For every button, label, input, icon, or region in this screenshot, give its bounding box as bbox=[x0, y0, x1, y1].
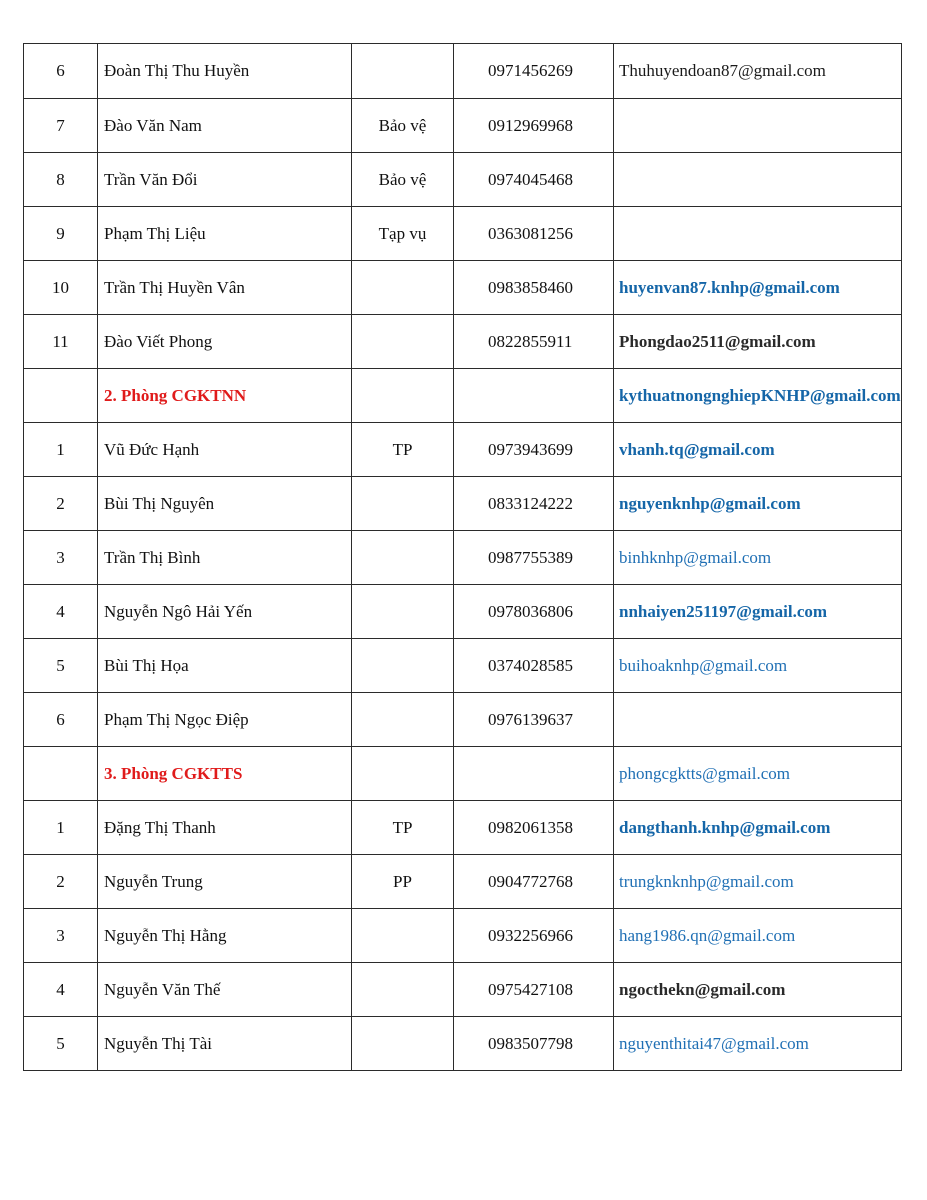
staff-name-cell: Phạm Thị Liệu bbox=[98, 207, 352, 261]
staff-name-cell: Trần Văn Đổi bbox=[98, 153, 352, 207]
table-row bbox=[24, 855, 902, 909]
row-number-cell: 3 bbox=[24, 909, 98, 963]
position-cell bbox=[352, 1017, 454, 1071]
staff-name-cell: Nguyễn Ngô Hải Yến bbox=[98, 585, 352, 639]
phone-cell: 0987755389 bbox=[454, 531, 614, 585]
email-cell[interactable]: buihoaknhp@gmail.com bbox=[614, 639, 902, 693]
position-cell bbox=[352, 747, 454, 801]
table-row bbox=[24, 99, 902, 153]
email-cell[interactable]: huyenvan87.knhp@gmail.com bbox=[614, 261, 902, 315]
phone-cell: 0833124222 bbox=[454, 477, 614, 531]
row-number-cell: 1 bbox=[24, 801, 98, 855]
phone-cell: 0932256966 bbox=[454, 909, 614, 963]
position-cell bbox=[352, 477, 454, 531]
email-cell[interactable]: nguyenknhp@gmail.com bbox=[614, 477, 902, 531]
staff-name-cell: Vũ Đức Hạnh bbox=[98, 423, 352, 477]
position-cell: Tạp vụ bbox=[352, 207, 454, 261]
position-cell: TP bbox=[352, 423, 454, 477]
table-row bbox=[24, 693, 902, 747]
table-row bbox=[24, 801, 902, 855]
table-row bbox=[24, 531, 902, 585]
row-number-cell: 1 bbox=[24, 423, 98, 477]
position-cell: Bảo vệ bbox=[352, 99, 454, 153]
email-cell[interactable]: Phongdao2511@gmail.com bbox=[614, 315, 902, 369]
phone-cell: 0983507798 bbox=[454, 1017, 614, 1071]
position-cell bbox=[352, 369, 454, 423]
phone-cell: 0973943699 bbox=[454, 423, 614, 477]
table-row bbox=[24, 585, 902, 639]
staff-name-cell: Nguyễn Thị Tài bbox=[98, 1017, 352, 1071]
table-row bbox=[24, 1017, 902, 1071]
row-number-cell: 9 bbox=[24, 207, 98, 261]
email-cell bbox=[614, 693, 902, 747]
row-number-cell: 6 bbox=[24, 693, 98, 747]
position-cell: TP bbox=[352, 801, 454, 855]
email-cell[interactable]: Thuhuyendoan87@gmail.com bbox=[614, 44, 902, 99]
row-number-cell: 10 bbox=[24, 261, 98, 315]
table-row bbox=[24, 477, 902, 531]
position-cell bbox=[352, 693, 454, 747]
staff-name-cell: Đào Viết Phong bbox=[98, 315, 352, 369]
email-cell[interactable]: ngocthekn@gmail.com bbox=[614, 963, 902, 1017]
staff-name-cell: Nguyễn Trung bbox=[98, 855, 352, 909]
staff-name-cell: Nguyễn Văn Thế bbox=[98, 963, 352, 1017]
phone-cell: 0912969968 bbox=[454, 99, 614, 153]
email-cell[interactable]: nguyenthitai47@gmail.com bbox=[614, 1017, 902, 1071]
email-cell bbox=[614, 207, 902, 261]
row-number-cell: 5 bbox=[24, 639, 98, 693]
phone-cell: 0983858460 bbox=[454, 261, 614, 315]
position-cell bbox=[352, 531, 454, 585]
row-number-cell: 6 bbox=[24, 44, 98, 99]
email-cell[interactable]: trungknknhp@gmail.com bbox=[614, 855, 902, 909]
row-number-cell bbox=[24, 369, 98, 423]
row-number-cell: 5 bbox=[24, 1017, 98, 1071]
staff-name-cell: Trần Thị Huyền Vân bbox=[98, 261, 352, 315]
phone-cell: 0374028585 bbox=[454, 639, 614, 693]
email-cell bbox=[614, 153, 902, 207]
position-cell bbox=[352, 639, 454, 693]
phone-cell: 0975427108 bbox=[454, 963, 614, 1017]
phone-cell: 0822855911 bbox=[454, 315, 614, 369]
email-cell bbox=[614, 99, 902, 153]
table-row bbox=[24, 315, 902, 369]
section-title-cell: 2. Phòng CGKTNN bbox=[98, 369, 352, 423]
position-cell bbox=[352, 963, 454, 1017]
section-header-row bbox=[24, 747, 902, 801]
row-number-cell: 11 bbox=[24, 315, 98, 369]
staff-name-cell: Bùi Thị Nguyên bbox=[98, 477, 352, 531]
row-number-cell bbox=[24, 747, 98, 801]
table-row bbox=[24, 639, 902, 693]
table-row bbox=[24, 207, 902, 261]
email-cell[interactable]: dangthanh.knhp@gmail.com bbox=[614, 801, 902, 855]
email-cell[interactable]: nnhaiyen251197@gmail.com bbox=[614, 585, 902, 639]
email-cell[interactable]: vhanh.tq@gmail.com bbox=[614, 423, 902, 477]
phone-cell: 0971456269 bbox=[454, 44, 614, 99]
staff-name-cell: Đào Văn Nam bbox=[98, 99, 352, 153]
email-cell[interactable]: hang1986.qn@gmail.com bbox=[614, 909, 902, 963]
position-cell bbox=[352, 44, 454, 99]
phone-cell bbox=[454, 369, 614, 423]
position-cell: Bảo vệ bbox=[352, 153, 454, 207]
phone-cell: 0976139637 bbox=[454, 693, 614, 747]
row-number-cell: 3 bbox=[24, 531, 98, 585]
staff-name-cell: Đoàn Thị Thu Huyền bbox=[98, 44, 352, 99]
phone-cell: 0363081256 bbox=[454, 207, 614, 261]
table-row bbox=[24, 909, 902, 963]
staff-name-cell: Phạm Thị Ngọc Điệp bbox=[98, 693, 352, 747]
position-cell bbox=[352, 315, 454, 369]
staff-name-cell: Nguyễn Thị Hằng bbox=[98, 909, 352, 963]
staff-table-body bbox=[24, 44, 902, 1071]
row-number-cell: 4 bbox=[24, 585, 98, 639]
table-row bbox=[24, 261, 902, 315]
phone-cell: 0982061358 bbox=[454, 801, 614, 855]
phone-cell bbox=[454, 747, 614, 801]
position-cell: PP bbox=[352, 855, 454, 909]
phone-cell: 0904772768 bbox=[454, 855, 614, 909]
staff-name-cell: Trần Thị Bình bbox=[98, 531, 352, 585]
phone-cell: 0974045468 bbox=[454, 153, 614, 207]
email-cell[interactable]: binhknhp@gmail.com bbox=[614, 531, 902, 585]
row-number-cell: 4 bbox=[24, 963, 98, 1017]
email-cell[interactable]: kythuatnongnghiepKNHP@gmail.com bbox=[614, 369, 902, 423]
staff-name-cell: Đặng Thị Thanh bbox=[98, 801, 352, 855]
table-row bbox=[24, 423, 902, 477]
section-title-cell: 3. Phòng CGKTTS bbox=[98, 747, 352, 801]
position-cell bbox=[352, 585, 454, 639]
section-header-row bbox=[24, 369, 902, 423]
position-cell bbox=[352, 261, 454, 315]
table-row bbox=[24, 963, 902, 1017]
row-number-cell: 2 bbox=[24, 855, 98, 909]
email-cell[interactable]: phongcgktts@gmail.com bbox=[614, 747, 902, 801]
staff-contact-table bbox=[23, 43, 902, 1071]
row-number-cell: 2 bbox=[24, 477, 98, 531]
row-number-cell: 8 bbox=[24, 153, 98, 207]
row-number-cell: 7 bbox=[24, 99, 98, 153]
position-cell bbox=[352, 909, 454, 963]
table-row bbox=[24, 153, 902, 207]
staff-name-cell: Bùi Thị Họa bbox=[98, 639, 352, 693]
phone-cell: 0978036806 bbox=[454, 585, 614, 639]
table-row bbox=[24, 44, 902, 99]
